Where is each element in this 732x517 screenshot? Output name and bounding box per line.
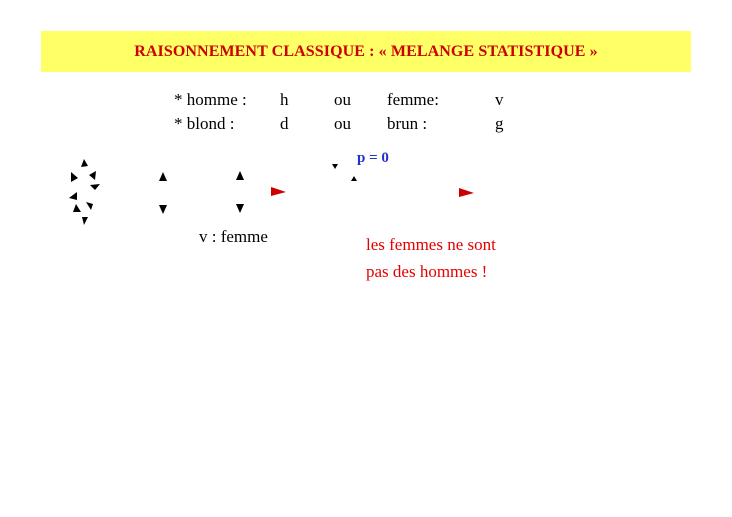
particle-marker: [89, 171, 96, 180]
down-marker: [332, 164, 338, 169]
particle-marker: [82, 217, 88, 225]
definition-connector: ou: [334, 114, 351, 133]
particle-marker: [73, 204, 81, 212]
sorted-column-2: [236, 171, 244, 213]
arrow-right-icon: [271, 187, 286, 196]
definition-label: * blond :: [174, 114, 235, 133]
probability-markers: [332, 164, 357, 181]
conclusion-text: [366, 231, 496, 285]
mixed-population: [69, 159, 100, 225]
definition-alternative: brun :: [387, 114, 428, 133]
definition-symbol: d: [280, 114, 289, 133]
definition-row-blond: [174, 112, 534, 136]
up-marker: [236, 171, 244, 180]
page-title: RAISONNEMENT CLASSIQUE : « MELANGE STATISTIQUE »: [134, 42, 598, 60]
definition-connector: ou: [334, 90, 351, 109]
particle-marker: [86, 202, 93, 210]
particle-marker: [81, 159, 88, 167]
figure-caption: v : femme: [199, 227, 268, 246]
definition-alternative: femme:: [387, 90, 439, 109]
definition-symbol: h: [280, 90, 289, 109]
definition-row-homme: [174, 88, 534, 112]
up-marker: [159, 172, 167, 181]
probability-label: p = 0: [357, 150, 389, 166]
arrow-right-icon: [459, 188, 474, 197]
definitions: [174, 88, 534, 136]
particle-marker: [69, 192, 77, 200]
particle-marker: [71, 172, 78, 182]
conclusion-line-1: les femmes ne sont: [366, 235, 496, 254]
title-banner: [41, 31, 691, 72]
definition-label: * homme :: [174, 90, 247, 109]
down-marker: [159, 205, 167, 214]
particle-marker: [90, 184, 100, 190]
down-marker: [236, 204, 244, 213]
conclusion-line-2: pas des hommes !: [366, 262, 488, 281]
up-marker: [351, 176, 357, 181]
definition-symbol-alternative: v: [495, 90, 504, 109]
definition-symbol-alternative: g: [495, 114, 504, 133]
sorted-column-1: [159, 172, 167, 214]
